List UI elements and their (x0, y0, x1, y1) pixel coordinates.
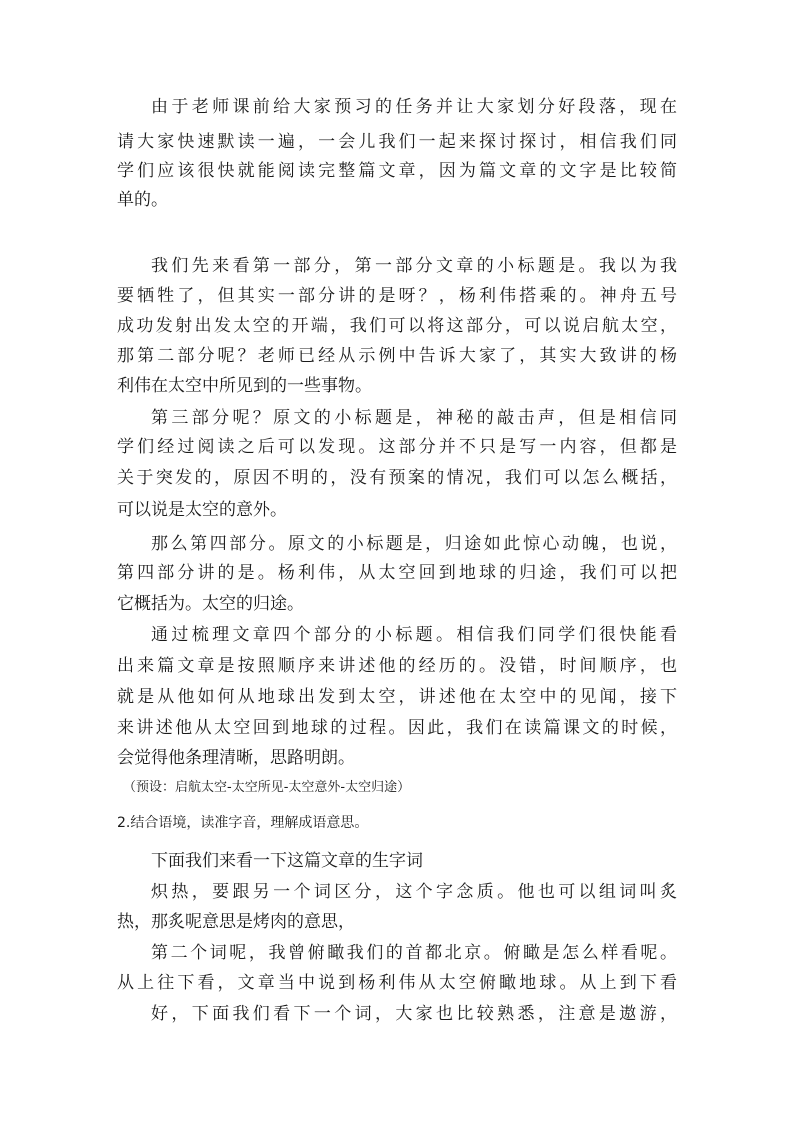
paragraph-1-line-3: 学们应该很快就能阅读完整篇文章，因为篇文章的文字是比较简 (117, 161, 677, 181)
paragraph-3-line-2: 学们经过阅读之后可以发现。这部分并不只是写一内容，但都是 (117, 437, 677, 457)
paragraph-3-line-4: 可以说是太空的意外。 (117, 500, 287, 520)
paragraph-7-line-2: 热，那炙呢意思是烤肉的意思， (117, 912, 355, 932)
paragraph-3-line-1: 第三部分呢？原文的小标题是，神秘的敲击声，但是相信同 (151, 408, 677, 428)
paragraph-5-line-5: 会觉得他条理清晰，思路明朗。 (117, 748, 355, 768)
paragraph-2-line-1: 我们先来看第一部分，第一部分文章的小标题是。我以为我 (151, 256, 677, 276)
paragraph-1-line-4: 单的。 (117, 190, 168, 210)
paragraph-5-line-2: 出来篇文章是按照顺序来讲述他的经历的。没错，时间顺序，也 (117, 656, 677, 676)
paragraph-4-line-2: 第四部分讲的是。杨利伟，从太空回到地球的归途，我们可以把 (117, 563, 677, 583)
section-heading: 2.结合语境，读准字音，理解成语意思。 (117, 815, 369, 831)
paragraph-8-line-1: 第二个词呢，我曾俯瞰我们的首都北京。俯瞰是怎么样看呢。 (151, 943, 677, 963)
paragraph-1-line-2: 请大家快速默读一遍，一会儿我们一起来探讨探讨，相信我们同 (117, 132, 677, 152)
paragraph-5-line-3: 就是从他如何从地球出发到太空，讲述他在太空中的见闻，接下 (117, 687, 677, 707)
paragraph-5-line-4: 来讲述他从太空回到地球的过程。因此，我们在读篇课文的时候， (117, 718, 677, 738)
paragraph-9-line-1: 好，下面我们看下一个词，大家也比较熟悉，注意是遨游， (151, 1004, 677, 1024)
paragraph-1-line-1: 由于老师课前给大家预习的任务并让大家划分好段落，现在 (151, 97, 677, 117)
paragraph-5-line-1: 通过梳理文章四个部分的小标题。相信我们同学们很快能看 (151, 625, 677, 645)
paragraph-4-line-1: 那么第四部分。原文的小标题是，归途如此惊心动魄，也说， (151, 534, 677, 554)
paragraph-2-line-3: 成功发射出发太空的开端，我们可以将这部分，可以说启航太空， (117, 316, 677, 336)
paragraph-2-line-2: 要牺牲了，但其实一部分讲的是呀？，杨利伟搭乘的。神舟五号 (117, 286, 677, 306)
paragraph-2-line-5: 利伟在太空中所见到的一些事物。 (117, 376, 372, 396)
paragraph-6-line-1: 下面我们来看一下这篇文章的生字词 (151, 851, 423, 871)
paragraph-4-line-3: 它概括为。太空的归途。 (117, 594, 304, 614)
paragraph-7-line-1: 炽热，要跟另一个词区分，这个字念质。他也可以组词叫炙 (151, 882, 677, 902)
paragraph-3-line-3: 关于突发的，原因不明的，没有预案的情况，我们可以怎么概括， (117, 468, 677, 488)
paragraph-2-line-4: 那第二部分呢？老师已经从示例中告诉大家了，其实大致讲的杨 (117, 346, 677, 366)
preset-note: （预设：启航太空-太空所见-太空意外-太空归途） (123, 780, 411, 795)
paragraph-8-line-2: 从上往下看，文章当中说到杨利伟从太空俯瞰地球。从上到下看 (117, 973, 677, 993)
